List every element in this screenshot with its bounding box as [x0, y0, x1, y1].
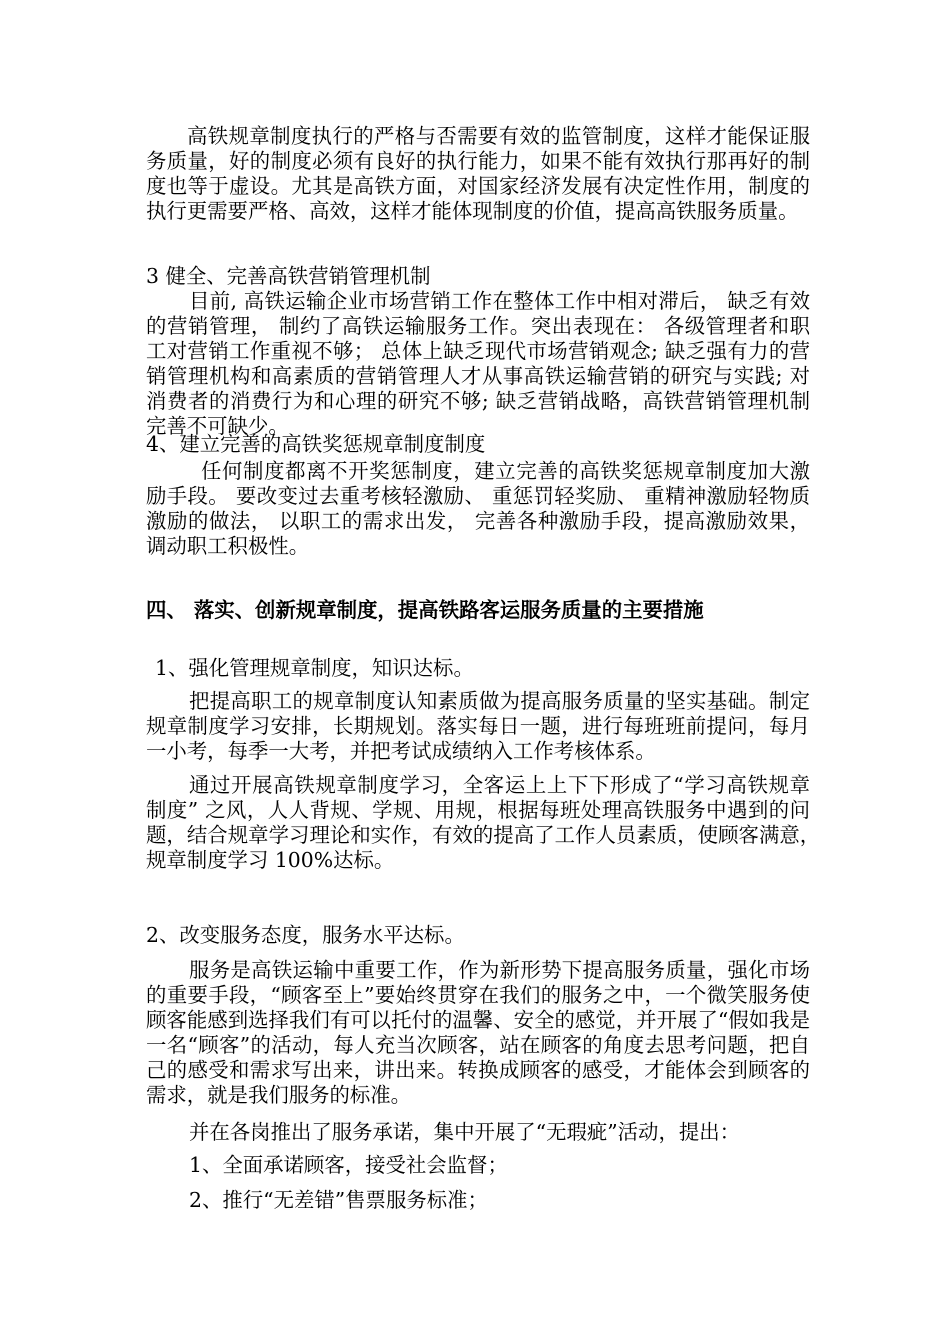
paragraph-regulation-supervision: 高铁规章制度执行的严格与否需要有效的监管制度，这样才能保证服务质量，好的制度必须有良好的执行能力，如果不能有效执行那再好的制度也等于虚设。尤其是高铁方面，对国家经济发展有决定性作用，制度的执行更需要严格、高效，这样才能体现制度的价值，提高高铁服务质量。 [146, 124, 810, 223]
paragraph-service-commitment: 并在各岗推出了服务承诺，集中开展了“无瑕疵”活动，提出： [189, 1120, 741, 1144]
subheading-reward-punishment: 4、建立完善的高铁奖惩规章制度制度 [146, 432, 486, 456]
paragraph-incentives: 任何制度都离不开奖惩制度，建立完善的高铁奖惩规章制度加大激励手段。 要改变过去重考核轻激励、 重惩罚轻奖励、 重精神激励轻物质激励的做法， 以职工的需求出发， 完善各种激励手段，提高激励效果， 调动职工积极性。 [146, 459, 810, 558]
list-item-commitment-1: 1、全面承诺顾客，接受社会监督； [189, 1153, 508, 1177]
item-title-service-attitude: 2、改变服务态度，服务水平达标。 [146, 923, 465, 947]
subheading-marketing-mechanism: 3 健全、完善高铁营销管理机制 [146, 264, 431, 288]
paragraph-regulation-study: 通过开展高铁规章制度学习，全客运上上下下形成了“学习高铁规章制度” 之风，人人背规、学规、用规，根据每班处理高铁服务中遇到的问题，结合规章学习理论和实作，有效的提高了工作人员素质，使顾客满意， 规章制度学习 100%达标。 [146, 773, 837, 872]
list-item-commitment-2: 2、推行“无差错”售票服务标准； [189, 1188, 488, 1212]
paragraph-knowledge-standard: 把提高职工的规章制度认知素质做为提高服务质量的坚实基础。制定规章制度学习安排，长期规划。落实每日一题，进行每班班前提问，每月一小考，每季一大考，并把考试成绩纳入工作考核体系。 [146, 689, 810, 763]
item-title-strengthen-management: 1、强化管理规章制度，知识达标。 [155, 656, 474, 680]
section-heading-main-measures: 四、 落实、创新规章制度，提高铁路客运服务质量的主要措施 [146, 598, 704, 622]
paragraph-service-importance: 服务是高铁运输中重要工作，作为新形势下提高服务质量，强化市场的重要手段，“顾客至上”要始终贯穿在我们的服务之中，一个微笑服务使顾客能感到选择我们有可以托付的温馨、安全的感觉，并开展了“假如我是一名“顾客”的活动，每人充当次顾客，站在顾客的角度去思考问题，把自己的感受和需求写出来，讲出来。转换成顾客的感受，才能体会到顾客的需求，就是我们服务的标准。 [146, 958, 810, 1107]
paragraph-marketing-status: 目前, 高铁运输企业市场营销工作在整体工作中相对滞后， 缺乏有效的营销管理， 制约了高铁运输服务工作。突出表现在： 各级管理者和职工对营销工作重视不够； 总体上缺乏现代市场营销观念; 缺乏强有力的营销管理机构和高素质的营销管理人才从事高铁运输营销的研究与实践; 对消费者的消费行为和心理的研究不够; 缺乏营销战略，高铁营销管理机制完善不可缺少。 [146, 289, 810, 438]
